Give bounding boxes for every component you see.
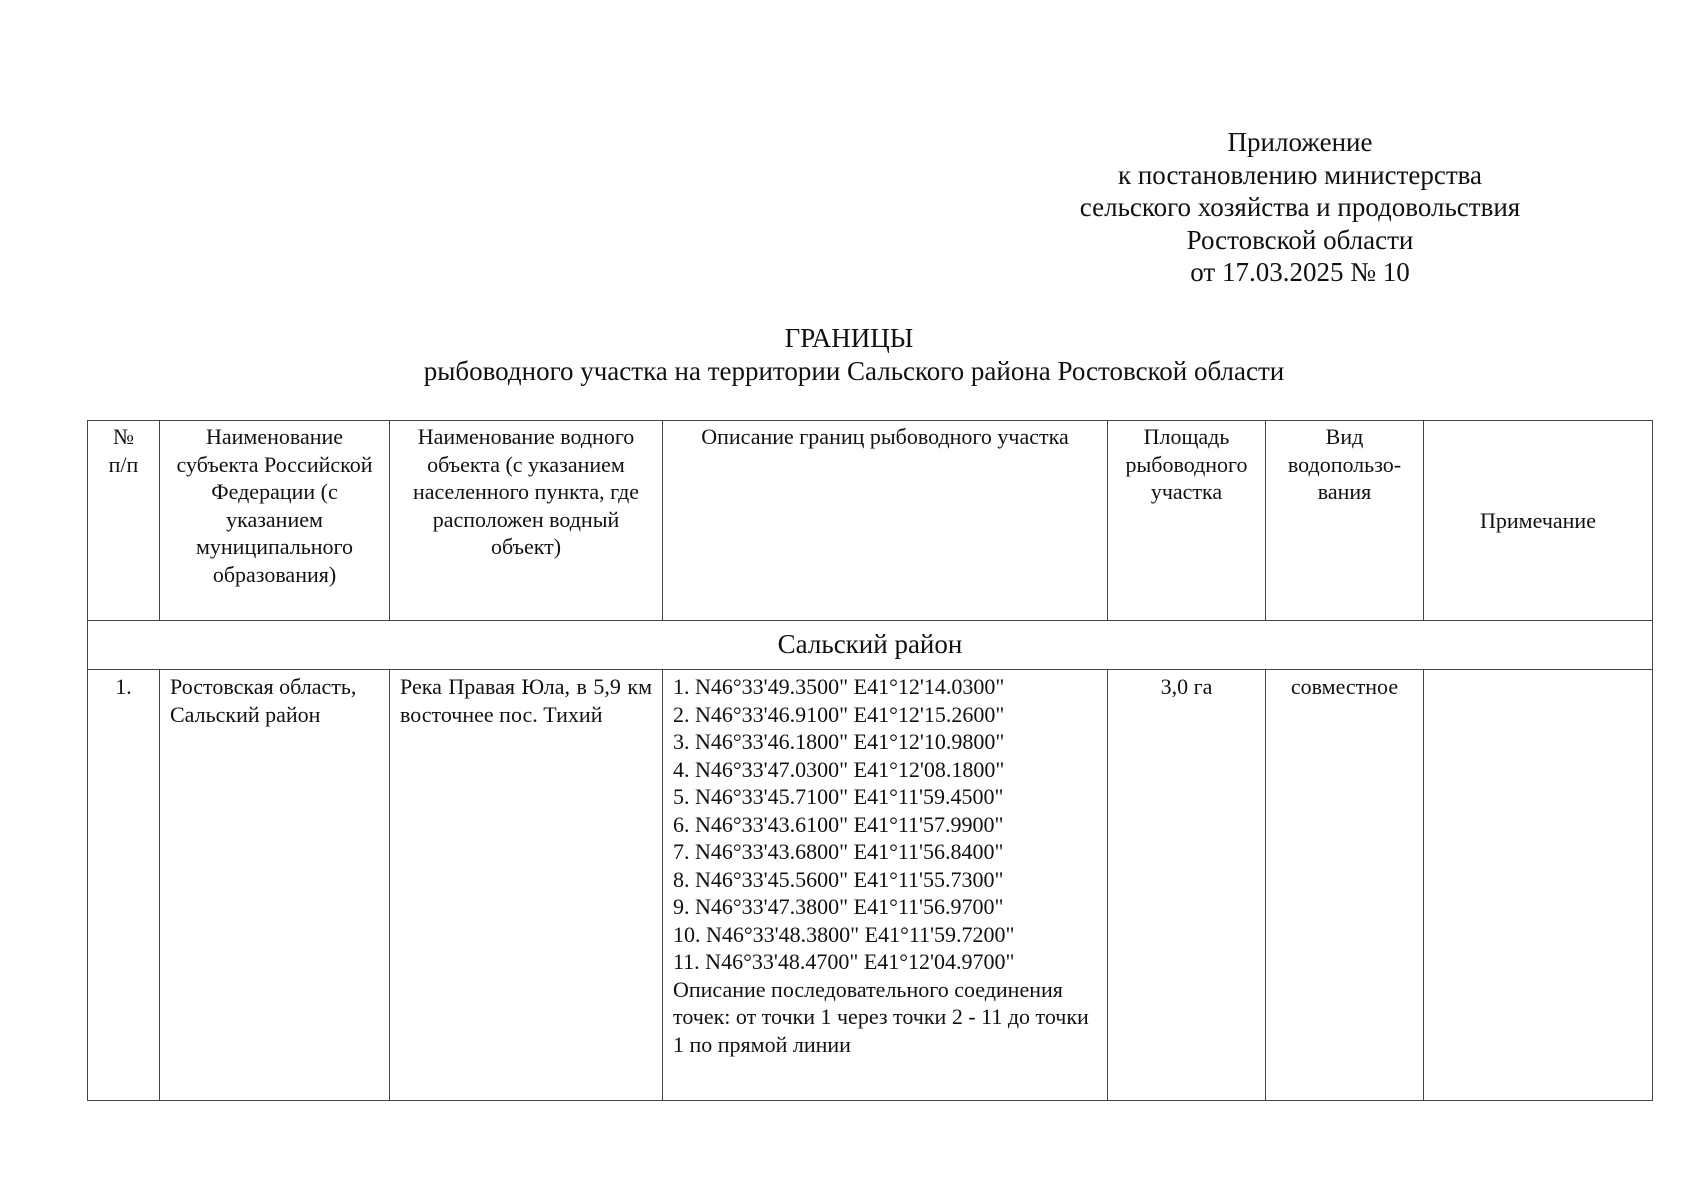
cell-area: 3,0 га	[1108, 670, 1266, 1101]
cell-note	[1424, 670, 1653, 1101]
appendix-line: к постановлению министерства	[1117, 159, 1483, 190]
header-num-line2: п/п	[108, 451, 139, 477]
title-main: ГРАНИЦЫ	[784, 323, 914, 353]
cell-usage: совместное	[1266, 670, 1424, 1101]
boundary-point: 6. N46°33'43.6100" E41°11'57.9900"	[673, 811, 1004, 837]
boundary-point: 11. N46°33'48.4700" E41°12'04.9700"	[673, 949, 1015, 974]
table-header-row	[88, 421, 1653, 621]
boundary-point: 5. N46°33'45.7100" E41°11'59.4500"	[673, 784, 1004, 809]
district-row	[88, 621, 1653, 670]
appendix-line: Ростовской области	[1186, 224, 1414, 255]
boundary-point: 9. N46°33'47.3800" E41°11'56.9700"	[673, 894, 1004, 919]
appendix-line: сельского хозяйства и продовольствия	[1079, 192, 1521, 222]
appendix-line: от 17.03.2025 № 10	[1190, 257, 1410, 287]
cell-num: 1.	[88, 670, 160, 1101]
header-description: Описание границ рыбоводного участка	[663, 421, 1108, 621]
appendix-header	[1005, 126, 1595, 289]
table-row	[88, 670, 1653, 1101]
document-title	[0, 322, 1698, 388]
boundary-point: 7. N46°33'43.6800" E41°11'56.8400"	[673, 839, 1004, 864]
header-num-line1: №	[113, 424, 134, 449]
boundary-point: 4. N46°33'47.0300" E41°12'08.1800"	[673, 756, 1005, 782]
boundary-point: 2. N46°33'46.9100" E41°12'15.2600"	[673, 701, 1005, 727]
district-name: Сальский район	[88, 621, 1653, 670]
connection-description: Описание последовательного соединения точек: от точки 1 через точки 2 - 11 до точки 1 по прямой линии	[673, 976, 1089, 1057]
boundaries-table	[87, 420, 1653, 1101]
appendix-line: Приложение	[1227, 127, 1373, 157]
header-water-object: Наименование водного объекта (с указанием населенного пункта, где расположен водный объект)	[390, 421, 663, 621]
boundary-point: 8. N46°33'45.5600" E41°11'55.7300"	[673, 866, 1004, 892]
cell-water-object: Река Правая Юла, в 5,9 км восточнее пос. Тихий	[390, 670, 663, 1101]
boundary-point: 10. N46°33'48.3800" E41°11'59.7200"	[673, 921, 1015, 947]
header-note: Примечание	[1424, 421, 1653, 621]
header-subject: Наименование субъекта Российской Федерации (с указанием муниципального образования)	[160, 421, 390, 621]
header-num	[88, 421, 160, 621]
cell-subject: Ростовская область, Сальский район	[160, 670, 390, 1101]
boundary-point: 3. N46°33'46.1800" E41°12'10.9800"	[673, 729, 1005, 754]
header-area: Площадь рыбоводного участка	[1108, 421, 1266, 621]
cell-description	[663, 670, 1108, 1101]
header-usage: Вид водопользо-вания	[1266, 421, 1424, 621]
title-subtitle: рыбоводного участка на территории Сальского района Ростовской области	[423, 356, 1285, 386]
boundary-point: 1. N46°33'49.3500" E41°12'14.0300"	[673, 674, 1005, 699]
